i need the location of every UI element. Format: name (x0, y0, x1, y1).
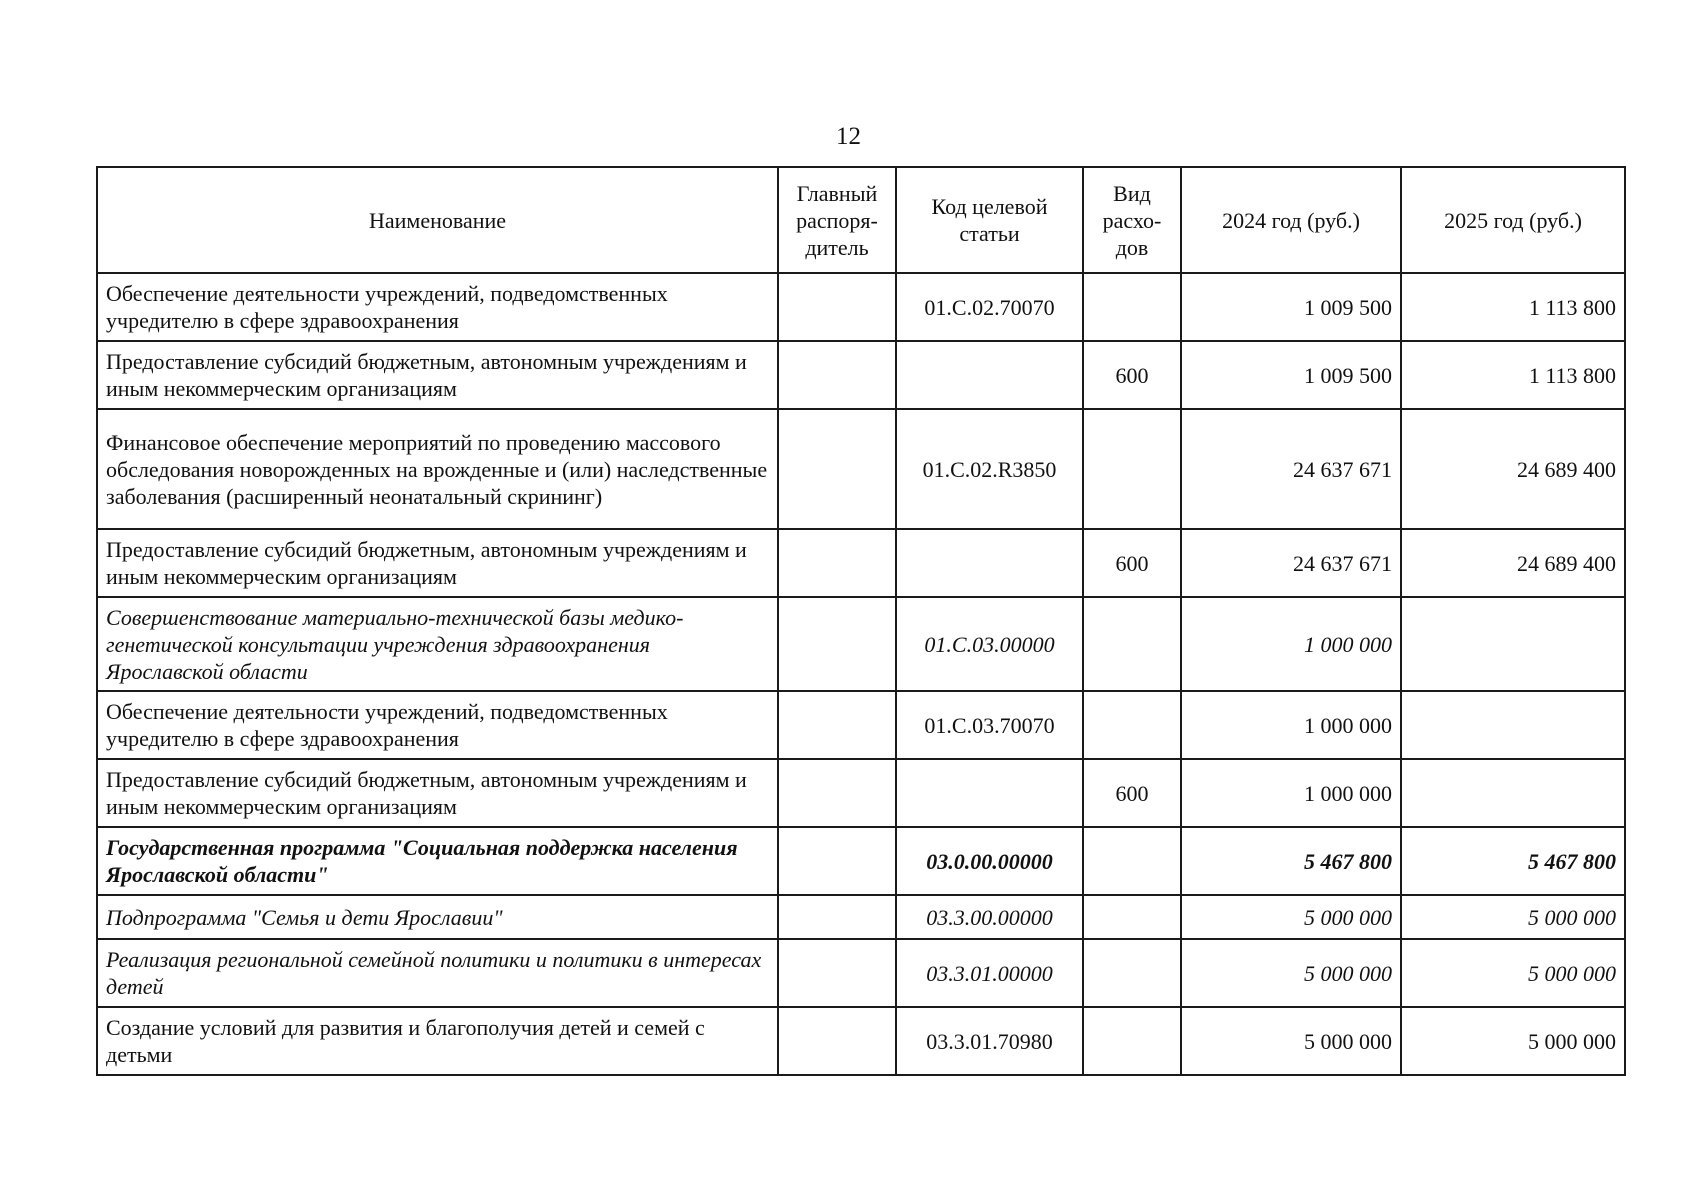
row-name: Реализация региональной семейной политики и политики в интересах детей (97, 939, 778, 1007)
header-name: Наименование (97, 167, 778, 273)
row-code: 03.3.00.00000 (896, 895, 1083, 939)
table-body (97, 273, 1625, 1075)
row-expense-type (1083, 939, 1181, 1007)
row-admin (778, 895, 896, 939)
row-admin (778, 691, 896, 759)
row-expense-type: 600 (1083, 341, 1181, 409)
row-expense-type (1083, 1007, 1181, 1075)
header-2025: 2025 год (руб.) (1401, 167, 1625, 273)
row-admin (778, 939, 896, 1007)
table-row (97, 1007, 1625, 1075)
table-row (97, 529, 1625, 597)
row-amount-2025: 5 000 000 (1401, 895, 1625, 939)
row-amount-2025 (1401, 597, 1625, 691)
row-amount-2025 (1401, 691, 1625, 759)
row-expense-type: 600 (1083, 529, 1181, 597)
row-expense-type (1083, 273, 1181, 341)
row-name: Обеспечение деятельности учреждений, подведомственных учредителю в сфере здравоохранения (97, 273, 778, 341)
budget-table (96, 166, 1626, 1076)
row-amount-2024: 5 000 000 (1181, 895, 1401, 939)
table-row (97, 759, 1625, 827)
header-code: Код целевой статьи (896, 167, 1083, 273)
row-admin (778, 827, 896, 895)
row-code: 01.С.02.R3850 (896, 409, 1083, 529)
row-amount-2024: 1 000 000 (1181, 691, 1401, 759)
page-number: 12 (836, 123, 861, 150)
row-amount-2025: 1 113 800 (1401, 341, 1625, 409)
header-expense-type: Вид расхо-дов (1083, 167, 1181, 273)
row-name: Обеспечение деятельности учреждений, подведомственных учредителю в сфере здравоохранения (97, 691, 778, 759)
header-2024: 2024 год (руб.) (1181, 167, 1401, 273)
row-expense-type: 600 (1083, 759, 1181, 827)
table-header-row (97, 167, 1625, 273)
row-amount-2025: 5 000 000 (1401, 939, 1625, 1007)
row-amount-2025: 5 000 000 (1401, 1007, 1625, 1075)
row-expense-type (1083, 597, 1181, 691)
row-amount-2024: 5 000 000 (1181, 1007, 1401, 1075)
row-admin (778, 1007, 896, 1075)
row-amount-2024: 24 637 671 (1181, 529, 1401, 597)
row-amount-2024: 1 000 000 (1181, 759, 1401, 827)
row-expense-type (1083, 827, 1181, 895)
row-admin (778, 529, 896, 597)
row-admin (778, 273, 896, 341)
row-admin (778, 409, 896, 529)
table-row (97, 409, 1625, 529)
row-amount-2024: 1 000 000 (1181, 597, 1401, 691)
row-amount-2024: 24 637 671 (1181, 409, 1401, 529)
row-expense-type (1083, 409, 1181, 529)
row-admin (778, 597, 896, 691)
row-admin (778, 759, 896, 827)
table-row (97, 341, 1625, 409)
row-name: Государственная программа "Социальная поддержка населения Ярославской области" (97, 827, 778, 895)
row-amount-2025 (1401, 759, 1625, 827)
row-code: 03.3.01.00000 (896, 939, 1083, 1007)
row-name: Подпрограмма "Семья и дети Ярославии" (97, 895, 778, 939)
table-row (97, 939, 1625, 1007)
row-amount-2025: 5 467 800 (1401, 827, 1625, 895)
row-name: Предоставление субсидий бюджетным, автономным учреждениям и иным некоммерческим организациям (97, 341, 778, 409)
row-name: Создание условий для развития и благополучия детей и семей с детьми (97, 1007, 778, 1075)
row-name: Совершенствование материально-технической базы медико-генетической консультации учреждения здравоохранения Ярославской области (97, 597, 778, 691)
table-row (97, 895, 1625, 939)
row-amount-2025: 1 113 800 (1401, 273, 1625, 341)
row-name: Предоставление субсидий бюджетным, автономным учреждениям и иным некоммерческим организациям (97, 529, 778, 597)
row-code (896, 341, 1083, 409)
table-row (97, 691, 1625, 759)
row-code: 01.С.03.70070 (896, 691, 1083, 759)
row-name: Финансовое обеспечение мероприятий по проведению массового обследования новорожденных на врожденные и (или) наследственные заболевания (расширенный неонатальный скрининг) (97, 409, 778, 529)
row-code (896, 759, 1083, 827)
row-expense-type (1083, 895, 1181, 939)
row-code (896, 529, 1083, 597)
row-expense-type (1083, 691, 1181, 759)
table-row (97, 827, 1625, 895)
row-amount-2024: 1 009 500 (1181, 341, 1401, 409)
table-row (97, 597, 1625, 691)
header-admin: Главный распоря-дитель (778, 167, 896, 273)
row-amount-2025: 24 689 400 (1401, 409, 1625, 529)
row-name: Предоставление субсидий бюджетным, автономным учреждениям и иным некоммерческим организациям (97, 759, 778, 827)
row-amount-2024: 5 000 000 (1181, 939, 1401, 1007)
row-amount-2024: 1 009 500 (1181, 273, 1401, 341)
row-code: 01.С.02.70070 (896, 273, 1083, 341)
row-admin (778, 341, 896, 409)
row-code: 03.3.01.70980 (896, 1007, 1083, 1075)
row-amount-2025: 24 689 400 (1401, 529, 1625, 597)
row-code: 01.С.03.00000 (896, 597, 1083, 691)
table-row (97, 273, 1625, 341)
row-code: 03.0.00.00000 (896, 827, 1083, 895)
row-amount-2024: 5 467 800 (1181, 827, 1401, 895)
